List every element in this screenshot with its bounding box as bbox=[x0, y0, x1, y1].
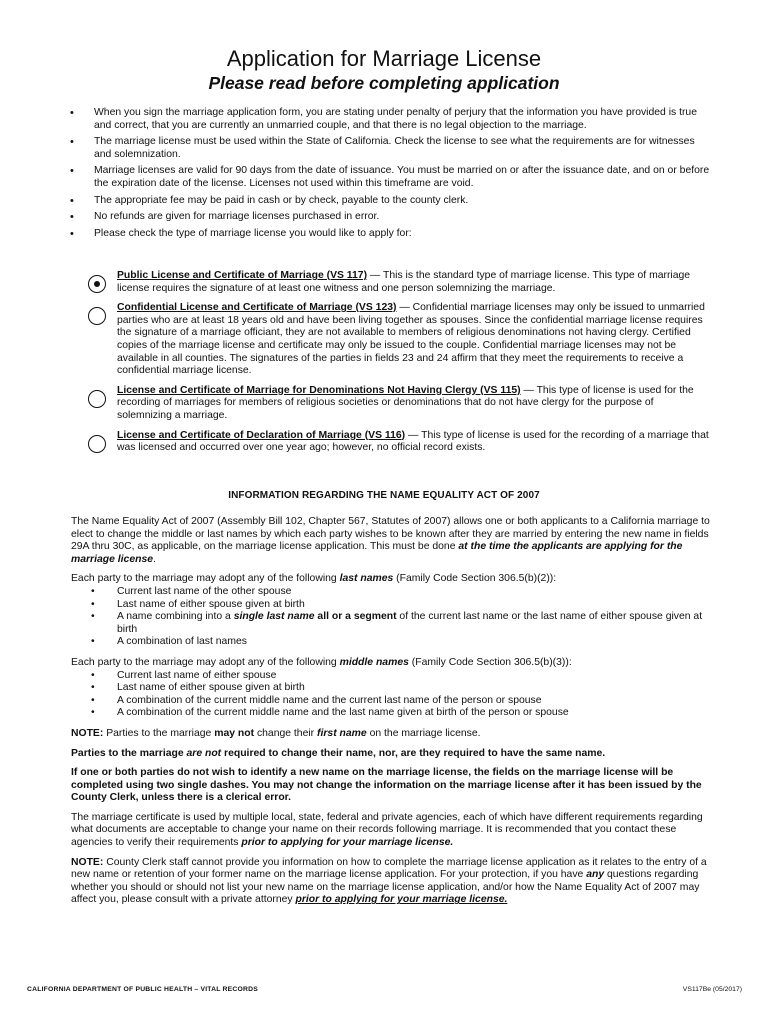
list-item: • The marriage license must be used within the State of California. Check the license to see what the requirements are for witnesses and solemnization. bbox=[70, 136, 695, 160]
dashes-statement: If one or both parties do not wish to identify a new name on the marriage license, the fields on the marriage license will be completed using two single dashes. You may not change the information on the marriage license after it has been issued by the County Clerk, unless there is a clerical error. bbox=[71, 767, 702, 804]
option-title: Confidential License and Certificate of Marriage (VS 123) bbox=[117, 302, 397, 314]
option-title: License and Certificate of Declaration of Marriage (VS 116) bbox=[117, 429, 406, 441]
bullet-icon: • bbox=[70, 165, 74, 178]
footer-department: CALIFORNIA DEPARTMENT OF PUBLIC HEALTH – VITAL RECORDS bbox=[27, 986, 258, 993]
note-first-name: NOTE: Parties to the marriage may not change their first name on the marriage license. bbox=[71, 727, 481, 739]
option-title: Public License and Certificate of Marriage (VS 117) bbox=[117, 270, 368, 281]
list-item: • Please check the type of marriage license you would like to apply for: bbox=[70, 227, 412, 240]
footer-form-number: VS117Be (05/2017) bbox=[682, 986, 742, 993]
list-item: • When you sign the marriage application form, you are stating under penalty of perjury that the information you have provided is true and correct, that you are currently an unmarried couple, and that there is no legal objection to the marriage. bbox=[70, 107, 697, 131]
name-equality-section bbox=[71, 516, 711, 914]
last-names-lead: Each party to the marriage may adopt any of the following last names (Family Code Section 306.5(b)(2)): bbox=[71, 573, 557, 585]
list-item: • Last name of either spouse given at birth bbox=[91, 682, 305, 694]
license-type-options bbox=[86, 270, 711, 462]
option-text: — This type of license is used for the recording of a marriage that was licensed and occurred over one year ago; however, no official record exists. bbox=[117, 429, 709, 454]
list-item: • Marriage licenses are valid for 90 days from the date of issuance. You must be married on or after the issuance date, and on or before the expiration date of the license. Licenses not used within this timeframe are void. bbox=[70, 165, 710, 189]
bullet-icon: • bbox=[70, 107, 74, 119]
list-item: • No refunds are given for marriage licenses purchased in error. bbox=[70, 211, 380, 224]
not-required-statement: Parties to the marriage are not required to change their name, nor, are they required to have the same name. bbox=[71, 747, 606, 759]
bullet-icon: • bbox=[70, 211, 74, 224]
option-text: — This type of license is used for the recording of marriages for members of religious societies or denominations that do not have clergy for the purpose of solemnizing a marriage. bbox=[117, 384, 694, 421]
license-option-declaration[interactable] bbox=[86, 430, 711, 455]
bullet-icon: • bbox=[70, 194, 74, 207]
section-heading: INFORMATION REGARDING THE NAME EQUALITY ACT OF 2007 bbox=[228, 490, 540, 501]
list-item: • A combination of the current middle name and the current last name of the person or spouse bbox=[91, 694, 542, 706]
page-subtitle: Please read before completing application bbox=[208, 73, 560, 93]
instruction-list bbox=[70, 107, 710, 244]
middle-names-lead: Each party to the marriage may adopt any of the following middle names (Family Code Section 306.5(b)(3)): bbox=[71, 656, 572, 668]
license-option-public[interactable] bbox=[86, 270, 711, 295]
license-option-confidential[interactable] bbox=[86, 302, 711, 378]
bullet-icon: • bbox=[70, 136, 74, 149]
list-item: • Current last name of either spouse bbox=[91, 669, 277, 681]
option-text: — Confidential marriage licenses may only be issued to unmarried parties who are at least 18 years old and have been living together as spouses. Since the confidential marriage license requires the signature of a marriage officiant, they are not available to members of religious denominations not having clergy. Certified copies of the marriage license and certificate may only be issued to the couple. Confidential marriage licenses may not be available in all counties. The signatures of the parties in fields 23 and 24 affirm that they meet the requirements to receive a confidential marriage license. bbox=[117, 302, 705, 377]
list-item: • A combination of last names bbox=[91, 636, 247, 648]
radio-empty-icon[interactable] bbox=[88, 390, 106, 408]
list-item: • Last name of either spouse given at birth bbox=[91, 598, 305, 610]
license-option-no-clergy[interactable] bbox=[86, 385, 711, 423]
note-attorney: NOTE: County Clerk staff cannot provide you information on how to complete the marriage license application as it relates to the entry of a new name or retention of your former name on the marriage license application. For your protection, if you have any questions regarding whether you should or should not list your new name on the marriage license application, and/or how the Name Equality Act of 2007 may affect you, please consult with a private attorney prior to applying for your marriage license. bbox=[71, 856, 707, 906]
option-text: — This is the standard type of marriage license. This type of marriage license requires the signature of at least one witness and one person solemnizing the marriage. bbox=[117, 270, 691, 294]
intro-paragraph: The Name Equality Act of 2007 (Assembly Bill 102, Chapter 567, Statutes of 2007) allows one or both applicants to a California marriage to elect to change the middle or last names by which each party wishes to be known after they are married by entering the new name in fields 29A thru 30C, as applicable, on the marriage license application. This must be done at the time the applicants are applying for the marriage license. bbox=[71, 516, 710, 565]
last-names-list bbox=[71, 586, 711, 649]
list-item: • The appropriate fee may be paid in cash or by check, payable to the county clerk. bbox=[70, 194, 469, 207]
list-item: • Current last name of the other spouse bbox=[91, 585, 292, 597]
certificate-paragraph: The marriage certificate is used by multiple local, state, federal and private agencies, each of which have different requirements regarding what documents are acceptable to change your name on their records following marriage. It is recommended that you contact these agencies to verify their requirements prior to applying for your marriage license. bbox=[71, 811, 703, 849]
radio-selected-icon[interactable] bbox=[88, 275, 106, 293]
list-item: • A name combining into a single last name all or a segment of the current last name or the last name of either spouse given at birth bbox=[91, 611, 703, 635]
radio-empty-icon[interactable] bbox=[88, 435, 106, 453]
middle-names-list bbox=[71, 670, 711, 720]
option-title: License and Certificate of Marriage for Denominations Not Having Clergy (VS 115) bbox=[117, 384, 521, 396]
list-item: • A combination of the current middle name and the last name given at birth of the person or spouse bbox=[91, 707, 569, 719]
bullet-icon: • bbox=[70, 227, 74, 240]
radio-empty-icon[interactable] bbox=[88, 307, 106, 325]
page-title: Application for Marriage License bbox=[226, 46, 542, 71]
